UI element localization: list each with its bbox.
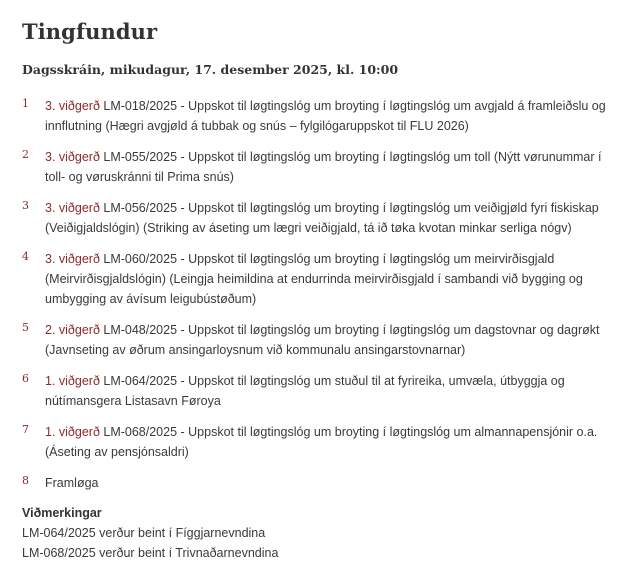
bill-description: LM-056/2025 - Uppskot til løgtingslóg um broyting í løgtingslóg um veiðigjøld fyri fiskiskap (Veiðigjaldslógin) (Striking av áseting um lægri veiðigjald, tá ið tøka kvotan minkar serliga nógv) <box>45 201 599 235</box>
reading-stage-link[interactable]: 3. viðgerð <box>45 99 100 113</box>
agenda-item-5 <box>0 320 623 360</box>
reading-stage-link[interactable]: 1. viðgerð <box>45 374 100 388</box>
agenda-item-text <box>45 198 610 238</box>
reading-stage-link[interactable]: 3. viðgerð <box>45 150 100 164</box>
bill-description: LM-048/2025 - Uppskot til løgtingslóg um broyting í løgtingslóg um dagstovnar og dagrøkt (Javnseting av øðrum ansingarloysnum við kommunalu ansingarstovnarnar) <box>45 323 600 357</box>
presentation-label: Framløga <box>45 476 99 490</box>
agenda-item-text <box>45 147 610 187</box>
agenda-item-text <box>45 473 610 493</box>
agenda-item-4 <box>0 249 623 309</box>
agenda-list <box>0 96 623 504</box>
bill-description: LM-060/2025 - Uppskot til løgtingslóg um broyting í løgtingslóg um meirvirðisgjald (Meirvirðisgjaldslógin) (Leingja heimildina at endurrinda meirvirðisgjald í sambandi við bygging og umbygging av ávísum leigubústøðum) <box>45 252 583 306</box>
reading-stage-link[interactable]: 1. viðgerð <box>45 425 100 439</box>
remarks-heading: Viðmerkingar <box>22 506 102 520</box>
page-title: Tingfundur <box>22 19 158 44</box>
agenda-item-number: 7 <box>22 423 29 436</box>
agenda-item-number: 2 <box>22 148 29 161</box>
bill-description: LM-064/2025 - Uppskot til løgtingslóg um stuðul til at fyrireika, umvæla, útbyggja og nútímansgera Listasavn Føroya <box>45 374 565 408</box>
remark-line: LM-068/2025 verður beint í Trivnaðarnevndina <box>22 546 279 560</box>
agenda-item-7 <box>0 422 623 462</box>
agenda-item-6 <box>0 371 623 411</box>
remarks-section <box>22 503 612 563</box>
remark-line: LM-064/2025 verður beint í Fíggjarnevndina <box>22 526 266 540</box>
agenda-item-number: 8 <box>22 474 29 487</box>
agenda-item-3 <box>0 198 623 238</box>
agenda-item-number: 1 <box>22 97 29 110</box>
agenda-item-number: 3 <box>22 199 29 212</box>
bill-description: LM-018/2025 - Uppskot til løgtingslóg um broyting í løgtingslóg um avgjald á framleiðslu og innflutning (Hægri avgjøld á tubbak og snús – fylgilógaruppskot til FLU 2026) <box>45 99 606 133</box>
agenda-item-1 <box>0 96 623 136</box>
agenda-item-text <box>45 320 610 360</box>
agenda-item-text <box>45 422 610 462</box>
reading-stage-link[interactable]: 2. viðgerð <box>45 323 100 337</box>
agenda-item-number: 6 <box>22 372 29 385</box>
bill-description: LM-068/2025 - Uppskot til løgtingslóg um broyting í løgtingslóg um almannapensjónir o.a. (Áseting av pensjónsaldri) <box>45 425 598 459</box>
bill-description: LM-055/2025 - Uppskot til løgtingslóg um broyting í løgtingslóg um toll (Nýtt vørunummar í toll- og vøruskránni til Prima snús) <box>45 150 602 184</box>
reading-stage-link[interactable]: 3. viðgerð <box>45 201 100 215</box>
agenda-item-2 <box>0 147 623 187</box>
agenda-item-text <box>45 249 610 309</box>
agenda-item-number: 5 <box>22 321 29 334</box>
agenda-item-number: 4 <box>22 250 29 263</box>
agenda-item-text <box>45 371 610 411</box>
agenda-date-subtitle: Dagsskráin, mikudagur, 17. desember 2025, kl. 10:00 <box>22 62 399 77</box>
agenda-item-text <box>45 96 610 136</box>
agenda-item-8 <box>0 473 623 493</box>
reading-stage-link[interactable]: 3. viðgerð <box>45 252 100 266</box>
